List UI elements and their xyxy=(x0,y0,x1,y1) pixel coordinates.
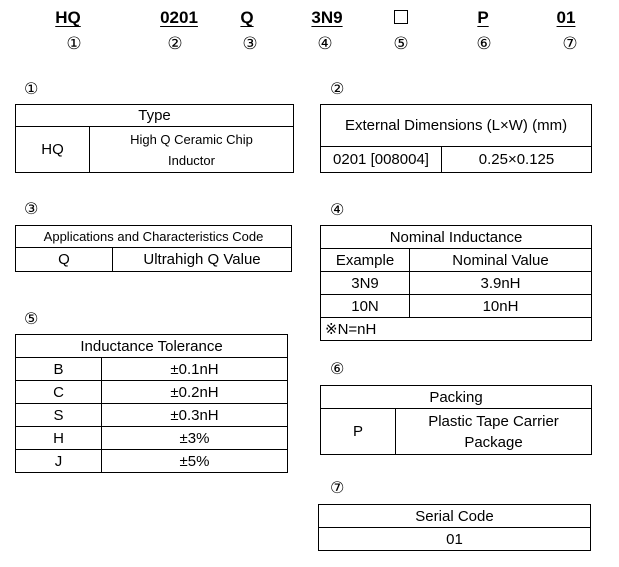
packing-table xyxy=(320,385,592,455)
table-row xyxy=(321,295,592,318)
type-desc-line1: High Q Ceramic Chip xyxy=(130,131,253,147)
type-description xyxy=(90,127,294,173)
inductance-table xyxy=(320,225,592,341)
applications-title: Applications and Characteristics Code xyxy=(16,226,292,248)
code-packing: P xyxy=(477,8,489,27)
section-3-number: ③ xyxy=(24,199,39,218)
tolerance-code-cell: B xyxy=(16,358,102,381)
tolerance-table xyxy=(15,334,288,473)
packing-desc-line1: Plastic Tape Carrier xyxy=(428,412,559,430)
type-code: HQ xyxy=(16,127,90,173)
type-title: Type xyxy=(16,105,294,127)
table-row xyxy=(16,450,288,473)
inductance-title: Nominal Inductance xyxy=(321,226,592,249)
packing-desc-line2: Package xyxy=(464,433,523,451)
dimensions-title: External Dimensions (L×W) (mm) xyxy=(321,105,592,147)
code-applications: Q xyxy=(240,8,254,27)
code-tolerance-placeholder xyxy=(394,8,408,28)
inductance-value-cell: 10nH xyxy=(410,295,592,318)
tolerance-value-cell: ±0.3nH xyxy=(102,404,288,427)
tolerance-code-cell: J xyxy=(16,450,102,473)
inductance-example-cell: 3N9 xyxy=(321,272,410,295)
dimensions-value: 0.25×0.125 xyxy=(442,147,592,173)
blank-box-icon xyxy=(394,10,408,24)
type-desc-line2: Inductor xyxy=(168,152,215,168)
number-7: ⑦ xyxy=(562,34,578,54)
packing-code: P xyxy=(321,409,396,455)
tolerance-value-cell: ±0.1nH xyxy=(102,358,288,381)
inductance-example-cell: 10N xyxy=(321,295,410,318)
packing-description xyxy=(396,409,592,455)
inductance-col-example: Example xyxy=(321,249,410,272)
number-4: ④ xyxy=(317,34,333,54)
dimensions-code: 0201 [008004] xyxy=(321,147,442,173)
serial-value: 01 xyxy=(319,528,591,551)
table-row xyxy=(321,272,592,295)
inductance-value-cell: 3.9nH xyxy=(410,272,592,295)
table-row xyxy=(16,404,288,427)
tolerance-code-cell: C xyxy=(16,381,102,404)
packing-title: Packing xyxy=(321,386,592,409)
code-serial: 01 xyxy=(556,8,576,27)
table-row xyxy=(16,381,288,404)
section-4-number: ④ xyxy=(330,200,345,219)
tolerance-title: Inductance Tolerance xyxy=(16,335,288,358)
table-row xyxy=(16,358,288,381)
section-1-number: ① xyxy=(24,79,39,98)
section-7-number: ⑦ xyxy=(330,478,345,497)
code-type: HQ xyxy=(55,8,81,27)
applications-table xyxy=(15,225,292,272)
tolerance-value-cell: ±5% xyxy=(102,450,288,473)
code-dimensions: 0201 xyxy=(160,8,198,27)
section-2-number: ② xyxy=(330,79,345,98)
code-inductance: 3N9 xyxy=(311,8,343,27)
number-2: ② xyxy=(167,34,183,54)
table-row xyxy=(16,427,288,450)
section-6-number: ⑥ xyxy=(330,359,345,378)
tolerance-value-cell: ±0.2nH xyxy=(102,381,288,404)
tolerance-code-cell: S xyxy=(16,404,102,427)
tolerance-value-cell: ±3% xyxy=(102,427,288,450)
number-5: ⑤ xyxy=(393,34,409,54)
type-table xyxy=(15,104,294,173)
number-3: ③ xyxy=(242,34,258,54)
serial-table xyxy=(318,504,591,551)
section-5-number: ⑤ xyxy=(24,309,39,328)
applications-value: Ultrahigh Q Value xyxy=(113,248,292,272)
number-1: ① xyxy=(66,34,82,54)
tolerance-code-cell: H xyxy=(16,427,102,450)
applications-code: Q xyxy=(16,248,113,272)
inductance-note: ※N=nH xyxy=(321,318,592,341)
serial-title: Serial Code xyxy=(319,505,591,528)
dimensions-table xyxy=(320,104,592,173)
inductance-col-value: Nominal Value xyxy=(410,249,592,272)
number-6: ⑥ xyxy=(476,34,492,54)
